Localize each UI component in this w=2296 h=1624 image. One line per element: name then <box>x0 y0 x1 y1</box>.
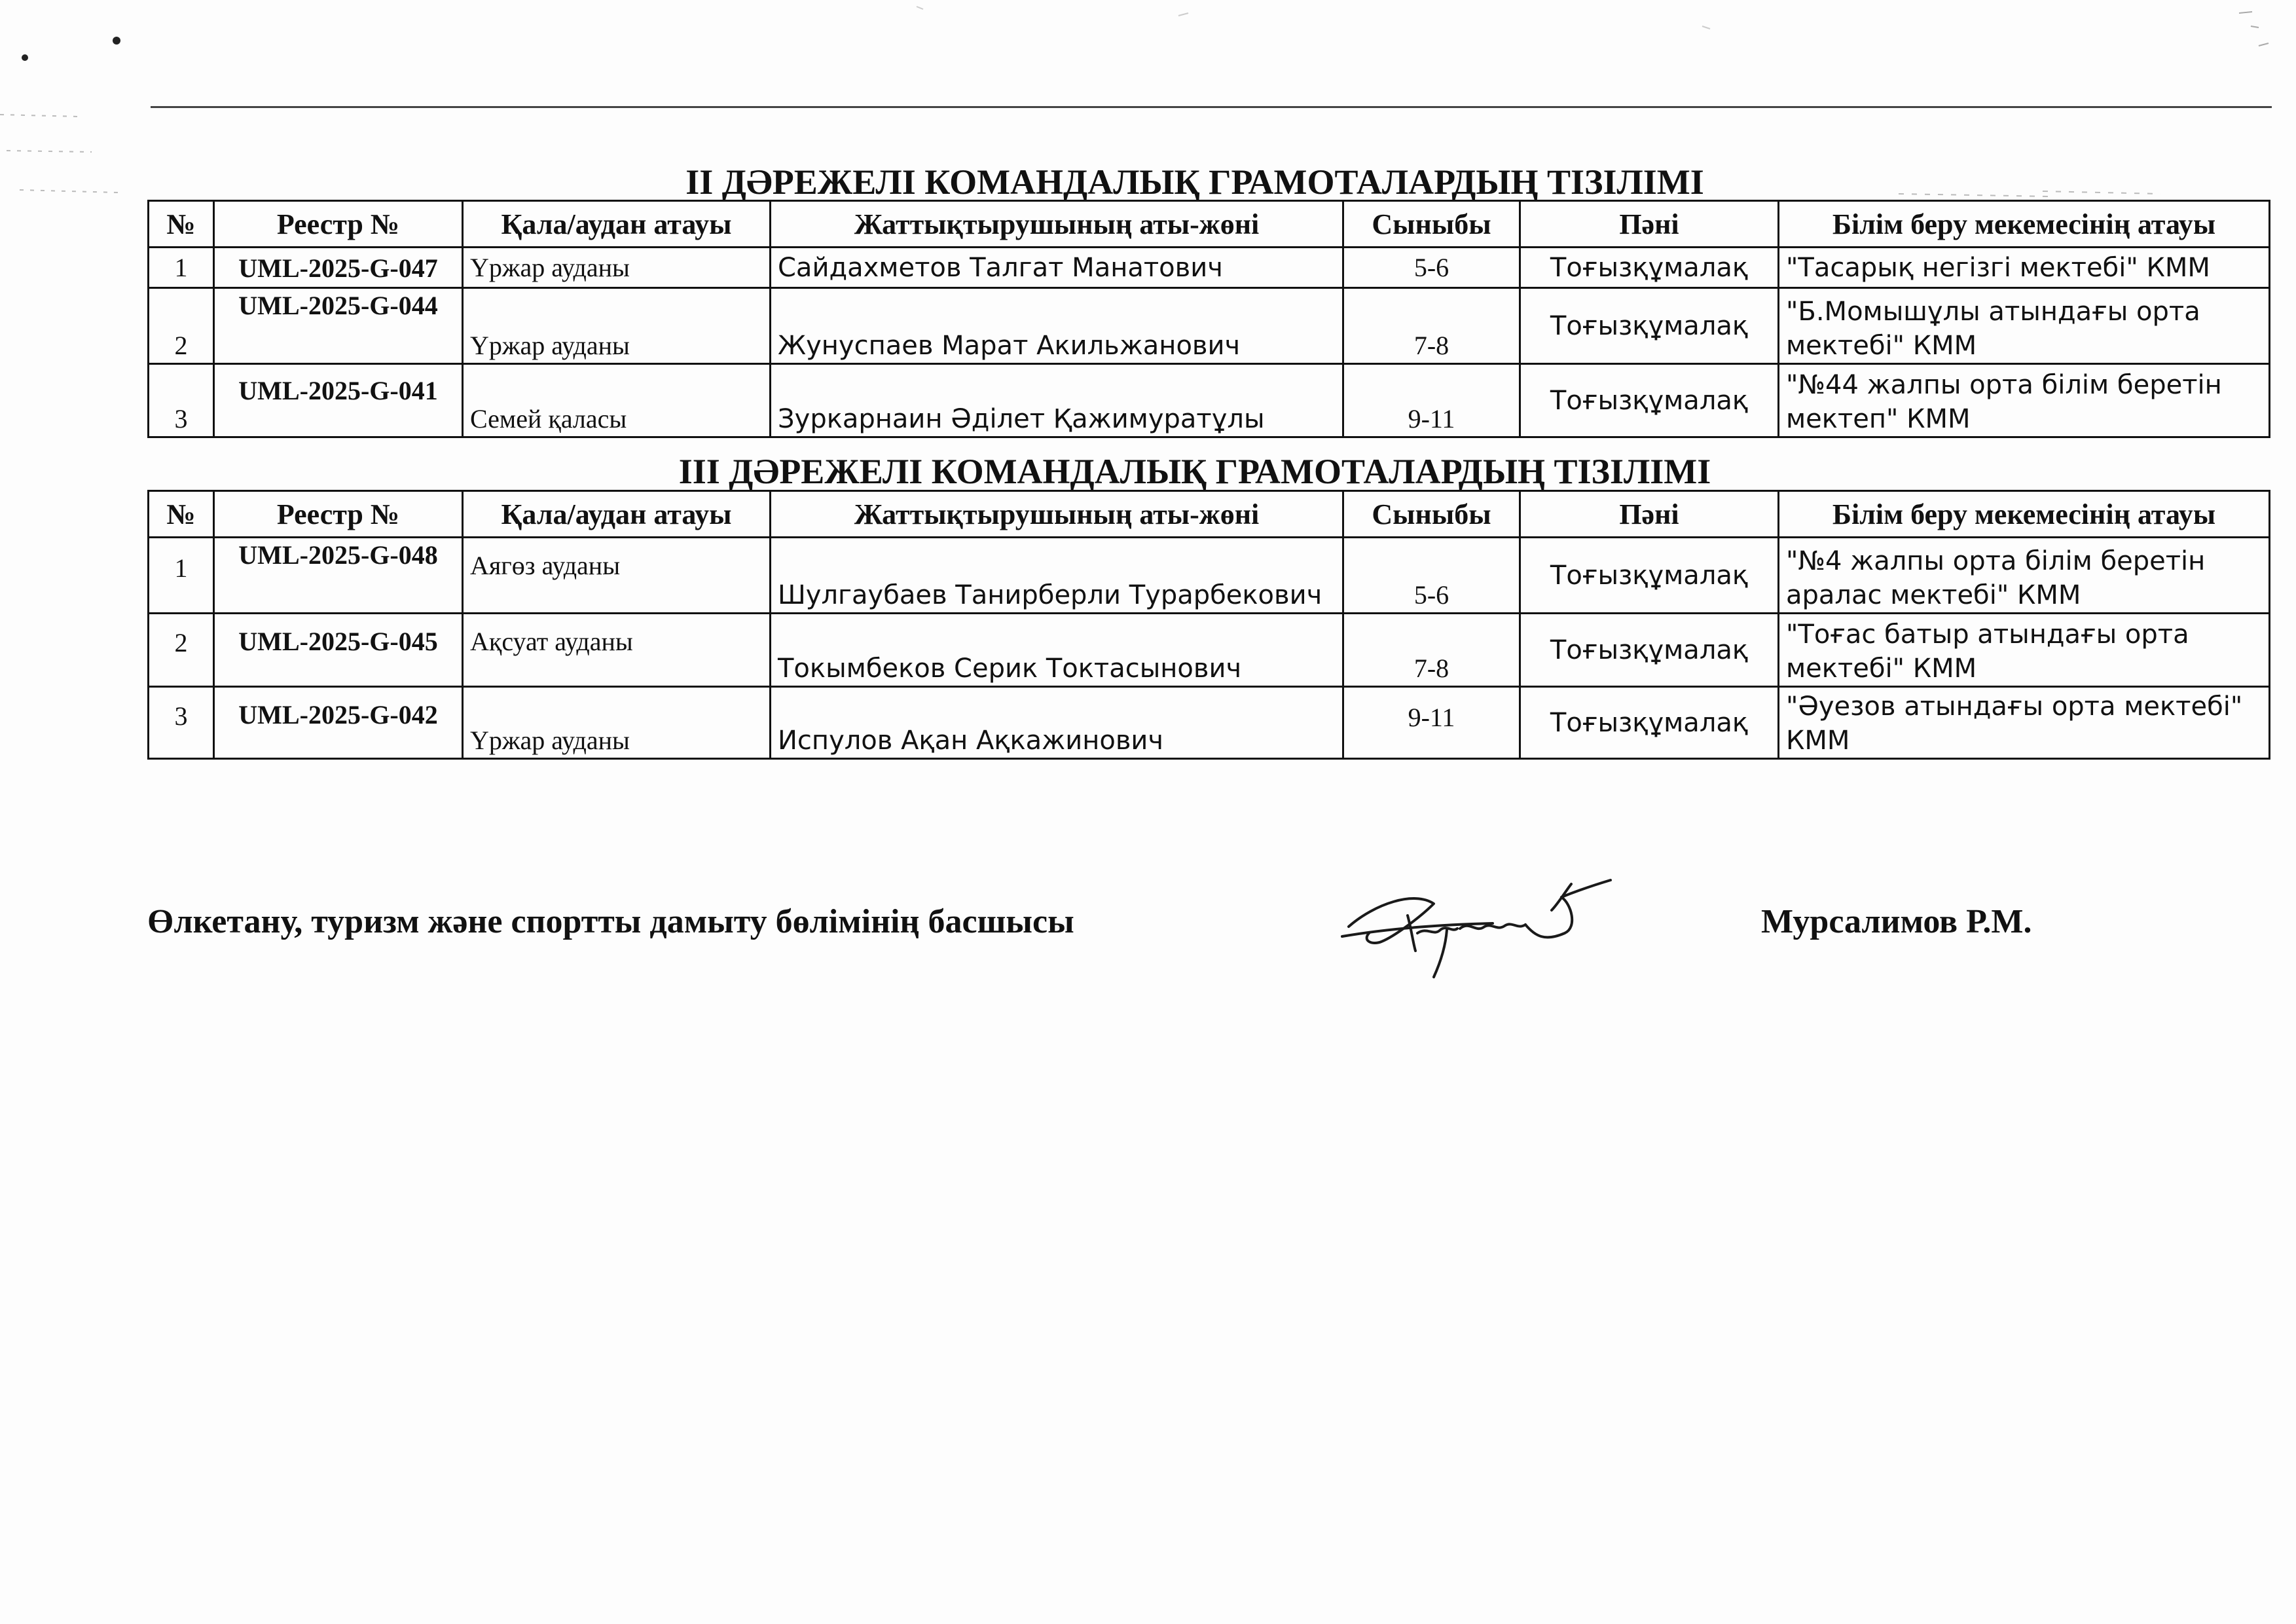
cell-subject: Тоғызқұмалақ <box>1520 538 1779 614</box>
cell-grade: 5-6 <box>1343 248 1520 288</box>
section-title-iii: III ДӘРЕЖЕЛІ КОМАНДАЛЫҚ ГРАМОТАЛАРДЫҢ ТІЗІЛІМІ <box>678 452 1711 491</box>
cell-registry: UML-2025-G-042 <box>214 687 463 759</box>
col-header-subject: Пәні <box>1520 491 1779 538</box>
table-row <box>149 538 2270 614</box>
cell-registry: UML-2025-G-041 <box>214 364 463 437</box>
cell-registry: UML-2025-G-048 <box>214 538 463 614</box>
signatory-position: Өлкетану, туризм және спортты дамыту бөлімінің басшысы <box>147 903 1074 940</box>
cell-registry: UML-2025-G-047 <box>214 248 463 288</box>
cell-number: 1 <box>149 248 214 288</box>
col-header-coach: Жаттықтырушының аты-жөні <box>771 491 1343 538</box>
top-rule <box>151 106 2272 108</box>
cell-number: 1 <box>149 538 214 614</box>
cell-subject: Тоғызқұмалақ <box>1520 364 1779 437</box>
cell-number: 3 <box>149 687 214 759</box>
cell-grade: 7-8 <box>1343 288 1520 364</box>
col-header-grade: Сыныбы <box>1343 201 1520 248</box>
col-header-subject: Пәні <box>1520 201 1779 248</box>
col-header-institution: Білім беру мекемесінің атауы <box>1779 491 2270 538</box>
cell-coach: Сайдахметов Талгат Манатович <box>771 248 1343 288</box>
table-row <box>149 364 2270 437</box>
cell-institution: "№44 жалпы орта білім беретін мектеп" КММ <box>1779 364 2270 437</box>
table-header-row <box>149 201 2270 248</box>
cell-coach: Шулгаубаев Танирберли Турарбекович <box>771 538 1343 614</box>
col-header-coach: Жаттықтырушының аты-жөні <box>771 201 1343 248</box>
table-header-row <box>149 491 2270 538</box>
cell-number: 2 <box>149 614 214 687</box>
cell-coach: Токымбеков Серик Токтасынович <box>771 614 1343 687</box>
cell-institution: "Тасарық негізгі мектебі" КММ <box>1779 248 2270 288</box>
registry-table-ii <box>147 200 2270 438</box>
cell-grade: 9-11 <box>1343 364 1520 437</box>
cell-grade: 5-6 <box>1343 538 1520 614</box>
cell-city: Семей қаласы <box>463 364 771 437</box>
cell-city: Үржар ауданы <box>463 288 771 364</box>
col-header-number: № <box>149 201 214 248</box>
cell-city: Үржар ауданы <box>463 687 771 759</box>
cell-institution: "№4 жалпы орта білім беретін аралас мектебі" КММ <box>1779 538 2270 614</box>
cell-subject: Тоғызқұмалақ <box>1520 288 1779 364</box>
col-header-city: Қала/аудан атауы <box>463 201 771 248</box>
cell-grade: 9-11 <box>1343 687 1520 759</box>
cell-institution: "Әуезов атындағы орта мектебі" КММ <box>1779 687 2270 759</box>
col-header-city: Қала/аудан атауы <box>463 491 771 538</box>
col-header-grade: Сыныбы <box>1343 491 1520 538</box>
col-header-institution: Білім беру мекемесінің атауы <box>1779 201 2270 248</box>
col-header-registry: Реестр № <box>214 201 463 248</box>
cell-grade: 7-8 <box>1343 614 1520 687</box>
cell-city: Үржар ауданы <box>463 248 771 288</box>
cell-registry: UML-2025-G-044 <box>214 288 463 364</box>
cell-institution: "Тоғас батыр атындағы орта мектебі" КММ <box>1779 614 2270 687</box>
cell-city: Аягөз ауданы <box>463 538 771 614</box>
cell-coach: Испулов Ақан Ақкажинович <box>771 687 1343 759</box>
table-row <box>149 248 2270 288</box>
col-header-registry: Реестр № <box>214 491 463 538</box>
cell-subject: Тоғызқұмалақ <box>1520 614 1779 687</box>
cell-institution: "Б.Момышұлы атындағы орта мектебі" КММ <box>1779 288 2270 364</box>
table-row <box>149 614 2270 687</box>
cell-number: 3 <box>149 364 214 437</box>
cell-subject: Тоғызқұмалақ <box>1520 248 1779 288</box>
cell-coach: Жунуспаев Марат Акильжанович <box>771 288 1343 364</box>
cell-number: 2 <box>149 288 214 364</box>
cell-coach: Зуркарнаин Әділет Қажимуратұлы <box>771 364 1343 437</box>
col-header-number: № <box>149 491 214 538</box>
table-row <box>149 687 2270 759</box>
handwritten-signature <box>1336 864 1624 982</box>
cell-subject: Тоғызқұмалақ <box>1520 687 1779 759</box>
cell-registry: UML-2025-G-045 <box>214 614 463 687</box>
cell-city: Ақсуат ауданы <box>463 614 771 687</box>
registry-table-iii <box>147 490 2270 760</box>
section-title-ii: II ДӘРЕЖЕЛІ КОМАНДАЛЫҚ ГРАМОТАЛАРДЫҢ ТІЗІЛІМІ <box>685 162 1704 202</box>
table-row <box>149 288 2270 364</box>
signatory-name: Мурсалимов Р.М. <box>1761 903 2032 940</box>
